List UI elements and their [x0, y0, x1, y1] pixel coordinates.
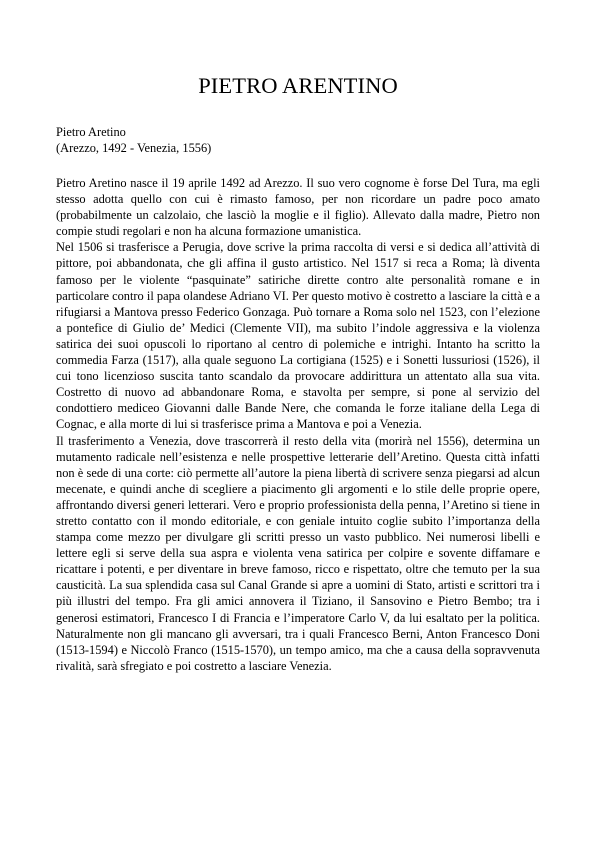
paragraph-3: Il trasferimento a Venezia, dove trascorrerà il resto della vita (morirà nel 1556), determina un mutamento radicale nell’esistenza e nelle prospettive letterarie dell’Aretino. Questa città infatti non è sede di una corte: ciò permette all’autore la piena libertà di scrivere senza piegarsi ad alcun mecenate, e quindi anche di scegliere a piacimento gli argomenti e lo stile delle proprie opere, affrontando diversi generi letterari. Vero e proprio professionista della penna, l’Aretino si tiene in stretto contatto con il mondo editoriale, e con geniale intuito coglie subito l’importanza della stampa come mezzo per divulgare gli scritti presso un vasto pubblico. Nei numerosi libelli e lettere egli si serve della sua aspra e violenta vena satirica per colpire e sovente diffamare e ricattare i potenti, e per diventare in breve famoso, ricco e rispettato, oltre che temuto per la sua causticità. La sua splendida casa sul Canal Grande si apre a uomini di Stato, artisti e scrittori tra i più illustri del tempo. Fra gli amici annovera il Tiziano, il Sansovino e Pietro Bembo; tra i generosi estimatori, Francesco I di Francia e l’imperatore Carlo V, da lui esaltato per la politica. Naturalmente non gli mancano gli avversari, tra i quali Francesco Berni, Anton Francesco Doni (1513-1594) e Niccolò Franco (1515-1570), un tempo amico, ma che a causa della sopravvenuta rivalità, sarà sfregiato e poi costretto a lasciare Venezia.	[56, 433, 540, 673]
paragraph-2: Nel 1506 si trasferisce a Perugia, dove scrive la prima raccolta di versi e si dedica all’attività di pittore, poi abbandonata, che gli affina il gusto artistico. Nel 1517 si reca a Roma; là diventa famoso per le violente “pasquinate” satiriche dirette contro alte personalità romane e in particolare contro il papa olandese Adriano VI. Per questo motivo è costretto a lasciare la città e a rifugiarsi a Mantova presso Federico Gonzaga. Può tornare a Roma solo nel 1523, con l’elezione a pontefice di Giulio de’ Medici (Clemente VII), ma subito l’indole aggressiva e la violenza satirica dei suoi opuscoli lo riportano al centro di polemiche e intrighi. Intanto ha scritto la commedia Farza (1517), alla quale seguono La cortigiana (1525) e i Sonetti lussuriosi (1526), il cui tono licenzioso suscita tanto scandalo da provocare addirittura un attentato alla sua vita. Costretto di nuovo ad abbandonare Roma, e stavolta per sempre, si pone al servizio del condottiero mediceo Giovanni dalle Bande Nere, che comanda le forze italiane della Lega di Cognac, e alla morte di lui si trasferisce prima a Mantova e poi a Venezia.	[56, 240, 540, 432]
author-dates: (Arezzo, 1492 - Venezia, 1556)	[56, 141, 212, 156]
author-name: Pietro Aretino	[56, 125, 126, 139]
page-title: PIETRO ARENTINO	[198, 73, 398, 98]
paragraph-1: Pietro Aretino nasce il 19 aprile 1492 ad Arezzo. Il suo vero cognome è forse Del Tura, ma egli stesso adotta quello con cui è rimasto famoso, per non ricordare un padre poco amato (probabilmente un calzolaio, che lasciò la moglie e il figlio). Allevato dalla madre, Pietro non compie studi regolari e non ha alcuna formazione umanistica.	[56, 176, 540, 239]
author-block	[56, 124, 540, 156]
biography-body	[56, 175, 540, 674]
